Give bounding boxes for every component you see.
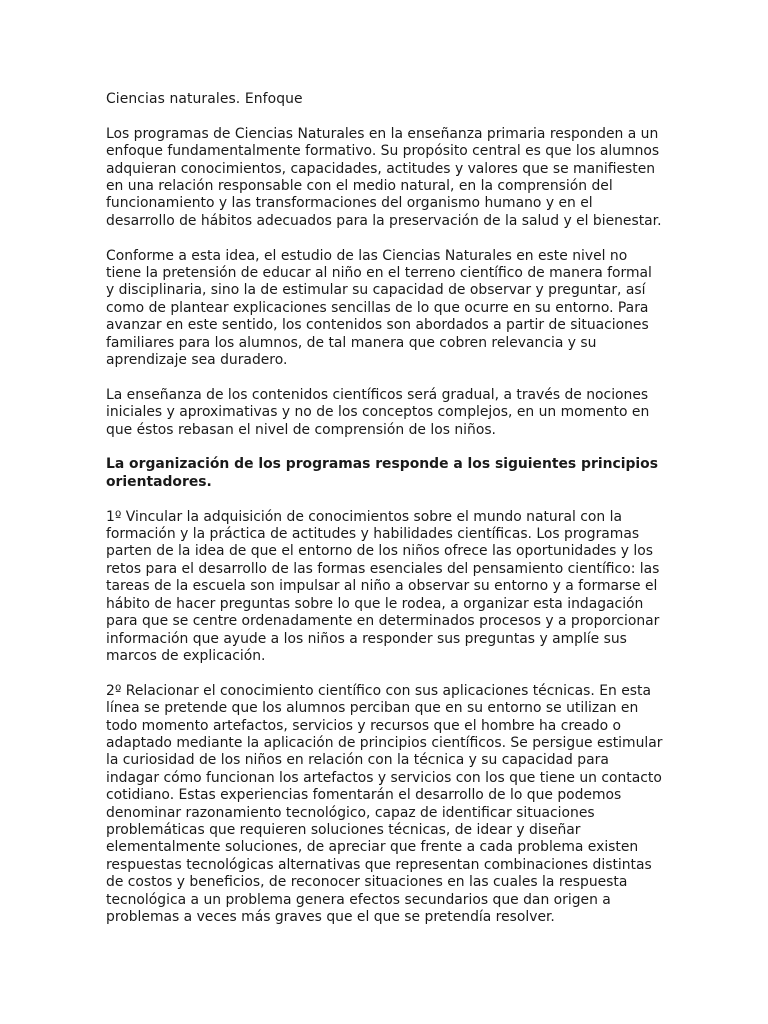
heading-line: orientadores.: [106, 473, 212, 490]
paragraph-line: problemas a veces más graves que el que se pretendía resolver.: [106, 909, 555, 925]
paragraph-line: adquieran conocimientos, capacidades, actitudes y valores que se manifiesten: [106, 160, 656, 177]
paragraph-line: iniciales y aproximativas y no de los conceptos complejos, en un momento en: [106, 404, 650, 421]
paragraph-line: línea se pretende que los alumnos perciban que en su entorno se utilizan en: [106, 700, 639, 717]
paragraph-line: 2º Relacionar el conocimiento científico con sus aplicaciones técnicas. En esta: [106, 682, 651, 699]
paragraph-line: desarrollo de hábitos adecuados para la preservación de la salud y el bienestar.: [106, 212, 662, 229]
paragraph: [106, 248, 668, 370]
paragraph-line: parten de la idea de que el entorno de los niños ofrece las oportunidades y los: [106, 543, 654, 560]
paragraph: [106, 683, 668, 927]
paragraph-line: tiene la pretensión de educar al niño en el terreno científico de manera formal: [106, 265, 652, 282]
title-line: Ciencias naturales. Enfoque: [106, 91, 303, 107]
paragraph-line: enfoque fundamentalmente formativo. Su propósito central es que los alumnos: [106, 143, 660, 160]
paragraph-line: indagar cómo funcionan los artefactos y servicios con los que tiene un contacto: [106, 769, 662, 786]
paragraph-line: tecnológica a un problema genera efectos secundarios que dan origen a: [106, 891, 611, 908]
paragraph: [106, 387, 668, 439]
paragraph: [106, 126, 668, 230]
section-heading: [106, 456, 668, 491]
paragraph-line: tareas de la escuela son impulsar al niño a observar su entorno y a formarse el: [106, 578, 658, 595]
paragraph-line: de costos y beneficios, de reconocer situaciones en las cuales la respuesta: [106, 874, 628, 891]
paragraph-line: aprendizaje sea duradero.: [106, 352, 288, 369]
paragraph-line: hábito de hacer preguntas sobre lo que le rodea, a organizar esta indagación: [106, 595, 644, 612]
paragraph-line: en una relación responsable con el medio natural, en la comprensión del: [106, 178, 613, 195]
paragraph-line: funcionamiento y las transformaciones del organismo humano y en el: [106, 195, 593, 212]
paragraph-line: cotidiano. Estas experiencias fomentarán el desarrollo de lo que podemos: [106, 787, 622, 804]
paragraph-line: formación y la práctica de actitudes y habilidades científicas. Los programas: [106, 526, 640, 543]
paragraph-line: marcos de explicación.: [106, 647, 266, 664]
paragraph-line: Los programas de Ciencias Naturales en la enseñanza primaria responden a un: [106, 125, 659, 142]
paragraph-line: y disciplinaria, sino la de estimular su capacidad de observar y preguntar, así: [106, 282, 646, 299]
paragraph-line: retos para el desarrollo de las formas esenciales del pensamiento científico: las: [106, 560, 660, 577]
paragraph-line: respuestas tecnológicas alternativas que representan combinaciones distintas: [106, 856, 652, 873]
heading-line: La organización de los programas responde a los siguientes principios: [106, 456, 658, 473]
paragraph: [106, 509, 668, 666]
paragraph-line: que éstos rebasan el nivel de comprensión de los niños.: [106, 421, 496, 438]
paragraph-line: todo momento artefactos, servicios y recursos que el hombre ha creado o: [106, 717, 622, 734]
paragraph-line: avanzar en este sentido, los contenidos son abordados a partir de situaciones: [106, 317, 649, 334]
paragraph-line: información que ayude a los niños a responder sus preguntas y amplíe sus: [106, 630, 627, 647]
paragraph-line: La enseñanza de los contenidos científicos será gradual, a través de nociones: [106, 386, 649, 403]
paragraph-line: adaptado mediante la aplicación de principios científicos. Se persigue estimular: [106, 734, 663, 751]
paragraph-line: problemáticas que requieren soluciones técnicas, de idear y diseñar: [106, 821, 581, 838]
paragraph-line: denominar razonamiento tecnológico, capaz de identificar situaciones: [106, 804, 595, 821]
paragraph-line: elementalmente soluciones, de apreciar que frente a cada problema existen: [106, 839, 639, 856]
paragraph-line: familiares para los alumnos, de tal manera que cobren relevancia y su: [106, 334, 597, 351]
paragraph-line: la curiosidad de los niños en relación con la técnica y su capacidad para: [106, 752, 609, 769]
paragraph-line: Conforme a esta idea, el estudio de las Ciencias Naturales en este nivel no: [106, 247, 628, 264]
paragraph-line: 1º Vincular la adquisición de conocimientos sobre el mundo natural con la: [106, 508, 622, 525]
document-title: [106, 91, 668, 108]
document-body: [106, 126, 668, 927]
paragraph-line: como de plantear explicaciones sencillas de lo que ocurre en su entorno. Para: [106, 299, 649, 316]
paragraph-line: para que se centre ordenadamente en determinados procesos y a proporcionar: [106, 613, 660, 630]
document-page: [106, 91, 668, 944]
